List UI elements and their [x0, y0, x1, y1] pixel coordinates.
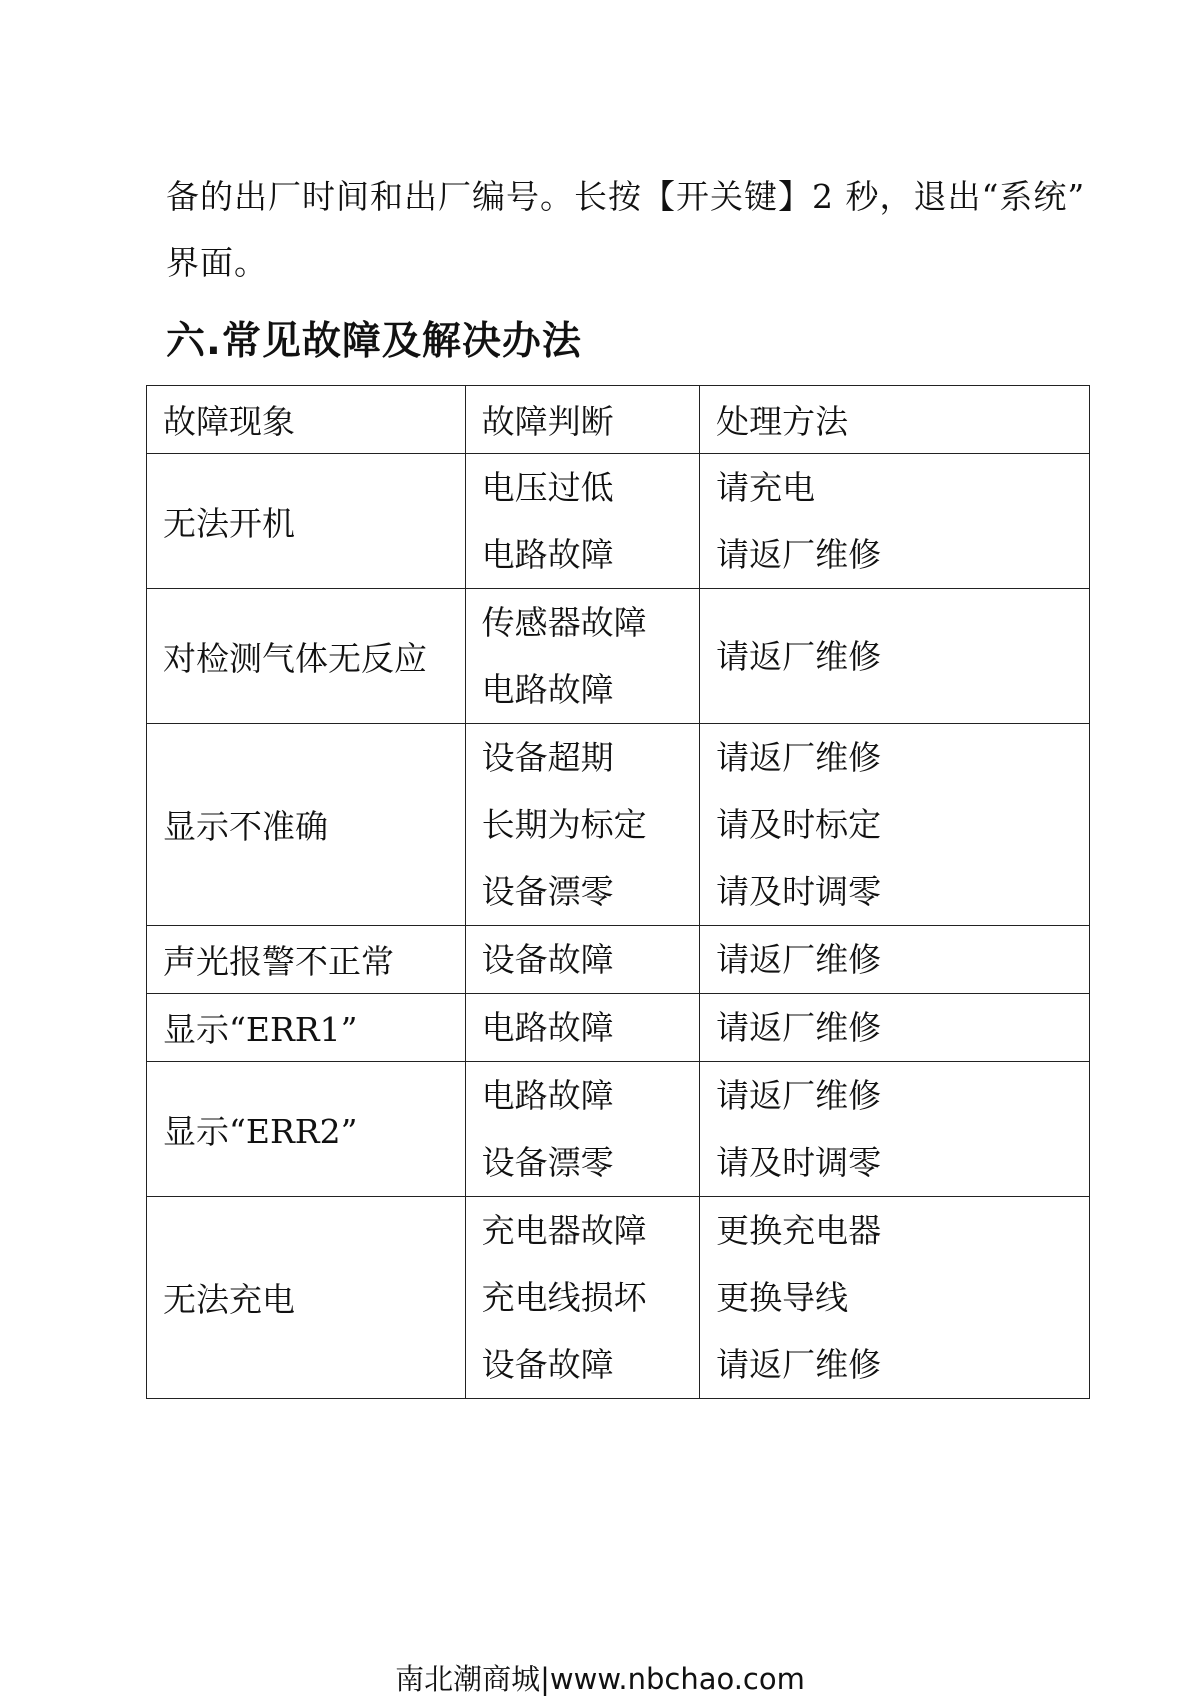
table-row [147, 1062, 1090, 1197]
cause-item: 设备故障 [481, 940, 614, 979]
solution-item: 更换充电器 [716, 1211, 882, 1250]
solution-item: 请及时调零 [716, 1143, 882, 1182]
solution-item: 请及时标定 [716, 805, 882, 844]
cause-cell [465, 454, 699, 589]
cause-cell [465, 589, 699, 724]
symptom-cell: 显示“ERR2” [147, 1062, 466, 1197]
table-row [147, 589, 1090, 724]
cause-item: 长期为标定 [481, 805, 647, 844]
cause-item: 电路故障 [481, 670, 614, 709]
cause-item: 设备故障 [481, 1345, 614, 1384]
solution-item: 请返厂维修 [716, 636, 882, 676]
cause-item: 电路故障 [481, 1076, 614, 1115]
cause-item: 设备超期 [481, 738, 614, 777]
paragraph-line: 界面。 [166, 243, 268, 282]
solution-item: 请返厂维修 [716, 535, 882, 574]
cause-item: 充电线损坏 [481, 1278, 647, 1317]
cause-item: 传感器故障 [481, 603, 647, 642]
intro-paragraph [166, 164, 1096, 296]
site-footer-watermark: 南北潮商城|www.nbchao.com [395, 1662, 805, 1696]
solution-item: 请返厂维修 [716, 1008, 882, 1047]
solution-item: 请充电 [716, 468, 816, 507]
solution-item: 请返厂维修 [716, 940, 882, 979]
solution-item: 请及时调零 [716, 872, 882, 911]
column-header-solution: 处理方法 [700, 386, 1090, 454]
cause-cell [465, 724, 699, 926]
symptom-cell: 显示不准确 [147, 724, 466, 926]
table-row [147, 724, 1090, 926]
cause-item: 电路故障 [481, 1008, 614, 1047]
symptom-cell: 对检测气体无反应 [147, 589, 466, 724]
cause-item: 充电器故障 [481, 1211, 647, 1250]
solution-cell [700, 1062, 1090, 1197]
solution-cell [700, 1197, 1090, 1399]
cause-item: 电压过低 [481, 468, 614, 507]
solution-item: 请返厂维修 [716, 738, 882, 777]
solution-cell [700, 454, 1090, 589]
symptom-cell: 显示“ERR1” [147, 994, 466, 1062]
solution-item: 请返厂维修 [716, 1345, 882, 1384]
cause-item: 设备漂零 [481, 872, 614, 911]
cause-cell [465, 994, 699, 1062]
cause-cell [465, 1197, 699, 1399]
cause-cell [465, 926, 699, 994]
paragraph-line: 备的出厂时间和出厂编号。长按【开关键】2 秒，退出“系统” [166, 177, 1086, 216]
symptom-cell: 声光报警不正常 [147, 926, 466, 994]
troubleshooting-table [146, 385, 1090, 1399]
table-row [147, 994, 1090, 1062]
cause-item: 电路故障 [481, 535, 614, 574]
cause-item: 设备漂零 [481, 1143, 614, 1182]
table-header-row [147, 386, 1090, 454]
solution-cell [700, 994, 1090, 1062]
symptom-cell: 无法充电 [147, 1197, 466, 1399]
solution-cell [700, 724, 1090, 926]
symptom-cell: 无法开机 [147, 454, 466, 589]
solution-item: 请返厂维修 [716, 1076, 882, 1115]
column-header-cause: 故障判断 [465, 386, 699, 454]
table-row [147, 926, 1090, 994]
table-row [147, 1197, 1090, 1399]
section-heading: 六.常见故障及解决办法 [166, 319, 582, 364]
solution-cell [700, 926, 1090, 994]
column-header-symptom: 故障现象 [147, 386, 466, 454]
cause-cell [465, 1062, 699, 1197]
table-row [147, 454, 1090, 589]
solution-cell [700, 589, 1090, 724]
solution-item: 更换导线 [716, 1278, 849, 1317]
